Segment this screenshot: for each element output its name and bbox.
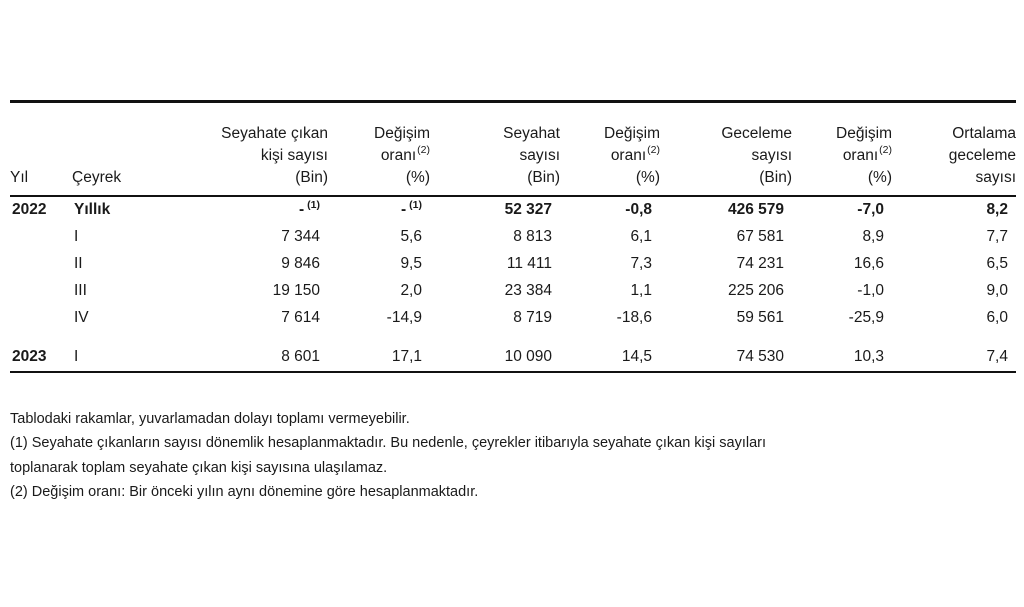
table-row xyxy=(10,251,1016,278)
header-line-2 xyxy=(560,145,660,167)
cell-kisi-sayisi: 9 846 xyxy=(281,254,320,272)
cell-kisi-degisim: 17,1 xyxy=(328,344,430,372)
cell-ortalama-geceleme: 7,4 xyxy=(892,344,1016,372)
cell-geceleme-degisim: -25,9 xyxy=(848,308,884,326)
header-line-1: Değişim xyxy=(604,124,660,142)
header-line-2: sayısı xyxy=(751,146,792,164)
table-row xyxy=(10,344,1016,372)
cell-seyahat-degisim: 6,1 xyxy=(630,227,652,245)
cell-geceleme-degisim: -1,0 xyxy=(857,281,884,299)
footnote-marker: (1) xyxy=(409,198,422,211)
cell-geceleme-sayisi: 74 231 xyxy=(736,254,784,272)
cell-seyahat-sayisi: 8 813 xyxy=(513,227,552,245)
header-text: oranı xyxy=(842,146,879,164)
cell-ceyrek: III xyxy=(74,281,87,299)
header-line-3: (Bin) xyxy=(759,168,792,186)
statistics-table xyxy=(10,100,1016,373)
cell-ortalama-geceleme: 9,0 xyxy=(986,281,1008,299)
column-header-kisi-sayisi xyxy=(180,102,328,196)
cell-kisi-degisim: 5,6 xyxy=(400,227,422,245)
cell-kisi-degisim: -14,9 xyxy=(386,308,422,326)
spacer-cell xyxy=(792,334,892,344)
header-line-3: (%) xyxy=(635,168,660,186)
spacer-cell xyxy=(10,334,72,344)
cell-seyahat-degisim: 1,1 xyxy=(630,281,652,299)
cell-ortalama-geceleme: 7,7 xyxy=(986,227,1008,245)
cell-kisi-sayisi: 7 614 xyxy=(281,308,320,326)
cell-kisi-sayisi: 7 344 xyxy=(281,227,320,245)
header-row xyxy=(10,102,1016,196)
cell-ortalama-geceleme: 6,0 xyxy=(986,308,1008,326)
column-header-geceleme-degisim-orani xyxy=(792,102,892,196)
header-line-3: (Bin) xyxy=(295,168,328,186)
spacer-cell xyxy=(180,334,328,344)
header-line-3: (%) xyxy=(867,168,892,186)
table-notes xyxy=(10,408,1010,506)
table-row xyxy=(10,305,1016,334)
cell-ceyrek: I xyxy=(74,227,79,245)
cell-kisi-sayisi: 19 150 xyxy=(272,281,320,299)
note-1-line-2: toplanarak toplam seyahate çıkan kişi sayısına ulaşılamaz. xyxy=(10,459,388,476)
header-line-2 xyxy=(328,145,430,167)
footnote-marker: (2) xyxy=(417,144,430,157)
cell-geceleme-degisim: 10,3 xyxy=(792,344,892,372)
row-spacer xyxy=(10,334,1016,344)
header-line-2: geceleme xyxy=(948,146,1016,164)
cell-seyahat-sayisi: 8 719 xyxy=(513,308,552,326)
spacer-cell xyxy=(892,334,1016,344)
cell-kisi-sayisi: 8 601 xyxy=(180,344,328,372)
cell-geceleme-degisim: -7,0 xyxy=(857,200,884,218)
cell-seyahat-sayisi: 10 090 xyxy=(430,344,560,372)
header-line-1: Değişim xyxy=(836,124,892,142)
table-row xyxy=(10,278,1016,305)
cell-ortalama-geceleme: 8,2 xyxy=(986,200,1008,218)
header-line-1: Değişim xyxy=(374,124,430,142)
column-header-seyahat-sayisi xyxy=(430,102,560,196)
cell-seyahat-sayisi: 11 411 xyxy=(506,254,552,272)
cell-yil xyxy=(10,224,72,251)
footnote-marker: (2) xyxy=(647,144,660,157)
cell-yil: 2022 xyxy=(12,200,47,218)
cell-yil: 2023 xyxy=(10,344,72,372)
cell-ceyrek: I xyxy=(72,344,180,372)
cell-seyahat-sayisi: 23 384 xyxy=(504,281,552,299)
cell-ortalama-geceleme: 6,5 xyxy=(986,254,1008,272)
cell-kisi-sayisi xyxy=(180,196,328,224)
header-text: oranı xyxy=(380,146,417,164)
header-text: oranı xyxy=(610,146,647,164)
cell-seyahat-sayisi: 52 327 xyxy=(504,200,552,218)
cell-yil xyxy=(10,251,72,278)
header-line-3: Yıl xyxy=(10,168,29,186)
cell-ceyrek: IV xyxy=(74,308,89,326)
cell-seyahat-degisim: 7,3 xyxy=(630,254,652,272)
cell-value: - xyxy=(298,200,305,218)
column-header-kisi-degisim-orani xyxy=(328,102,430,196)
header-line-1: Seyahate çıkan xyxy=(221,124,328,142)
cell-geceleme-degisim: 16,6 xyxy=(853,254,884,272)
cell-geceleme-sayisi: 74 530 xyxy=(660,344,792,372)
cell-seyahat-degisim: -18,6 xyxy=(616,308,652,326)
table-row xyxy=(10,224,1016,251)
cell-geceleme-sayisi: 225 206 xyxy=(727,281,784,299)
cell-ceyrek: II xyxy=(74,254,83,272)
cell-kisi-degisim: 2,0 xyxy=(400,281,422,299)
header-line-2 xyxy=(792,145,892,167)
header-line-3: sayısı xyxy=(975,168,1016,186)
header-line-1: Geceleme xyxy=(721,124,792,142)
cell-value: - xyxy=(400,200,407,218)
column-header-ortalama-geceleme-sayisi xyxy=(892,102,1016,196)
header-line-1: Seyahat xyxy=(503,124,560,142)
column-header-seyahat-degisim-orani xyxy=(560,102,660,196)
spacer-cell xyxy=(660,334,792,344)
column-header-geceleme-sayisi xyxy=(660,102,792,196)
footnote-marker: (1) xyxy=(307,198,320,211)
spacer-cell xyxy=(328,334,430,344)
table-row xyxy=(10,196,1016,224)
cell-kisi-degisim: 9,5 xyxy=(400,254,422,272)
cell-ceyrek: Yıllık xyxy=(74,200,111,218)
cell-yil xyxy=(10,305,72,334)
cell-geceleme-sayisi: 67 581 xyxy=(736,227,784,245)
spacer-cell xyxy=(72,334,180,344)
cell-geceleme-sayisi: 59 561 xyxy=(736,308,784,326)
spacer-cell xyxy=(430,334,560,344)
header-line-3: Çeyrek xyxy=(72,168,122,186)
statistics-table-container xyxy=(10,100,1016,373)
table-header xyxy=(10,102,1016,196)
header-line-1: Ortalama xyxy=(952,124,1016,142)
header-line-2: kişi sayısı xyxy=(260,146,328,164)
note-2: (2) Değişim oranı: Bir önceki yılın aynı dönemine göre hesaplanmaktadır. xyxy=(10,484,479,501)
note-general: Tablodaki rakamlar, yuvarlamadan dolayı toplamı vermeyebilir. xyxy=(10,411,410,427)
spacer-cell xyxy=(560,334,660,344)
header-line-2: sayısı xyxy=(519,146,560,164)
cell-seyahat-degisim: 14,5 xyxy=(560,344,660,372)
table-body xyxy=(10,196,1016,372)
column-header-yil xyxy=(10,102,72,196)
cell-geceleme-degisim: 8,9 xyxy=(862,227,884,245)
column-header-ceyrek xyxy=(72,102,180,196)
cell-kisi-degisim xyxy=(328,196,430,224)
header-line-3: (%) xyxy=(405,168,430,186)
cell-seyahat-degisim: -0,8 xyxy=(625,200,652,218)
cell-yil xyxy=(10,278,72,305)
footnote-marker: (2) xyxy=(879,144,892,157)
header-line-3: (Bin) xyxy=(527,168,560,186)
cell-geceleme-sayisi: 426 579 xyxy=(727,200,784,218)
note-1-line-1: (1) Seyahate çıkanların sayısı dönemlik hesaplanmaktadır. Bu nedenle, çeyrekler itibarıyla seyahate çıkan kişi sayıları xyxy=(10,435,766,452)
